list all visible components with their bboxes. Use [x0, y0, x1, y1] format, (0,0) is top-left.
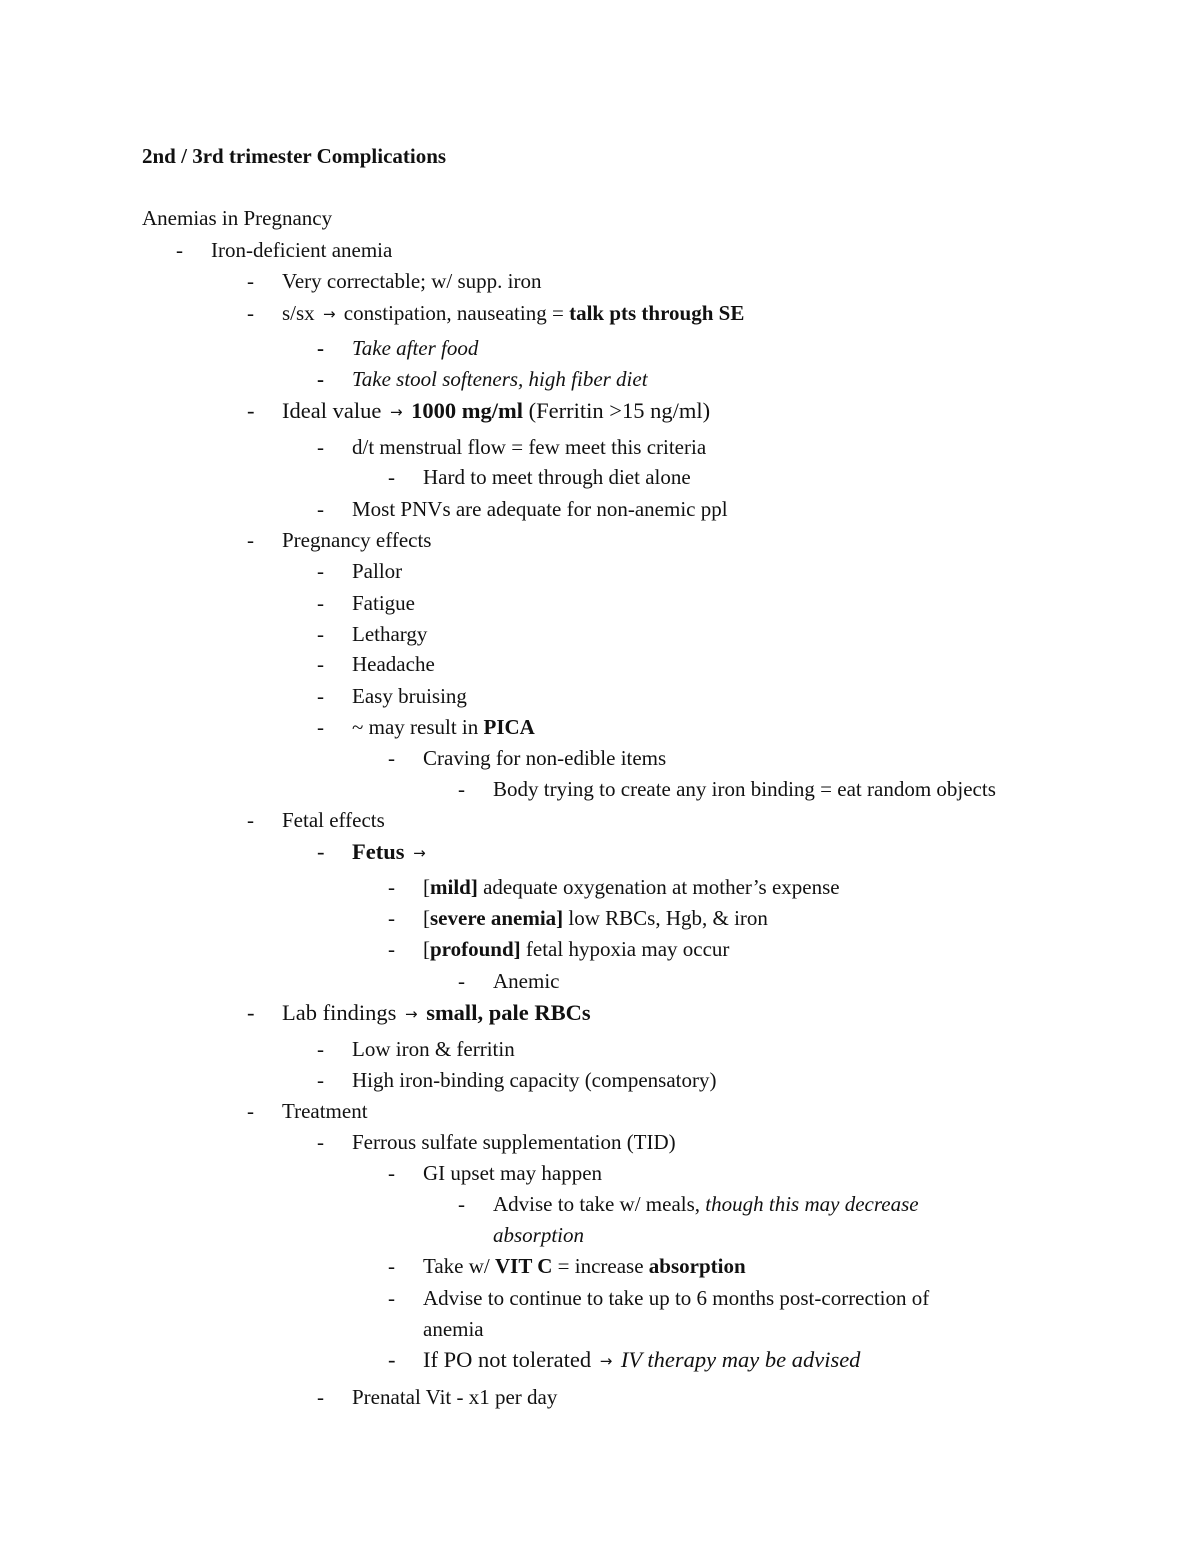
list-item-text	[352, 366, 648, 392]
text-segment: Fatigue	[352, 591, 415, 615]
list-item-text	[423, 464, 691, 490]
text-segment: Take after food	[352, 336, 479, 360]
text-segment: absorption	[648, 1254, 746, 1278]
bullet-dash: -	[247, 301, 254, 325]
list-item-text	[423, 905, 768, 931]
list-item-text	[493, 1222, 584, 1248]
bullet-dash: -	[388, 1161, 395, 1185]
text-segment: IV therapy may be advised	[615, 1347, 861, 1372]
bullet-dash: -	[317, 839, 325, 864]
bullet-dash: -	[176, 238, 183, 262]
bullet-dash: -	[317, 1130, 324, 1154]
page-title: 2nd / 3rd trimester Complications	[142, 144, 447, 168]
list-item-text	[282, 1098, 368, 1124]
bullet-dash: -	[247, 808, 254, 832]
text-segment: absorption	[493, 1223, 585, 1247]
list-item-text	[423, 936, 729, 962]
text-segment: Ferrous sulfate supplementation (TID)	[352, 1130, 676, 1154]
text-segment: adequate oxygenation at mother’s expense	[477, 875, 840, 899]
text-segment: d/t menstrual flow = few meet this criteria	[352, 435, 707, 459]
text-segment: Very correctable; w/ supp. iron	[282, 269, 542, 293]
list-item-text	[352, 839, 429, 867]
bullet-dash: -	[388, 875, 395, 899]
list-item-text	[352, 590, 415, 616]
list-item-text	[282, 1000, 591, 1028]
text-segment: Body trying to create any iron binding = eat random objects	[493, 777, 996, 801]
text-segment: Take stool softeners, high fiber diet	[352, 367, 648, 391]
text-segment: constipation, nauseating =	[338, 301, 570, 325]
list-item-text	[423, 1253, 746, 1279]
bullet-dash: -	[317, 336, 324, 360]
list-item-text	[282, 268, 542, 294]
text-segment: Hard to meet through diet alone	[423, 465, 691, 489]
bullet-dash: -	[317, 1385, 324, 1409]
list-item-text	[282, 527, 431, 553]
text-segment: Pallor	[352, 559, 403, 583]
list-item-text	[211, 237, 392, 263]
text-segment: Fetal effects	[282, 808, 385, 832]
text-segment: [	[423, 875, 430, 899]
text-segment: Advise to continue to take up to 6 months post-correction of	[423, 1286, 930, 1310]
text-segment: Lab findings	[282, 1000, 402, 1025]
text-segment: Treatment	[282, 1099, 368, 1123]
text-segment: talk pts through SE	[569, 301, 745, 325]
text-segment: (Ferritin >15 ng/ml)	[523, 398, 711, 423]
bullet-dash: -	[317, 559, 324, 583]
list-item-text	[352, 714, 535, 740]
bullet-dash: -	[317, 497, 324, 521]
text-segment: Anemic	[493, 969, 560, 993]
list-item-text	[282, 807, 385, 833]
text-segment: Iron-deficient anemia	[211, 238, 393, 262]
list-item-text	[493, 968, 559, 994]
text-segment: GI upset may happen	[423, 1161, 603, 1185]
text-segment: s/sx	[282, 301, 320, 325]
text-segment: ~ may result in	[352, 715, 484, 739]
text-segment: Take w/	[423, 1254, 496, 1278]
text-segment: mild]	[430, 875, 478, 899]
text-segment: [	[423, 937, 430, 961]
list-item-text	[423, 1316, 484, 1342]
bullet-dash: -	[458, 1192, 465, 1216]
list-item-text	[423, 1285, 929, 1311]
list-item-text	[352, 434, 706, 460]
text-segment: low RBCs, Hgb, & iron	[563, 906, 768, 930]
bullet-dash: -	[388, 1347, 396, 1372]
bullet-dash: -	[388, 746, 395, 770]
bullet-dash: -	[388, 465, 395, 489]
text-segment: High iron-binding capacity (compensatory)	[352, 1068, 717, 1092]
bullet-dash: -	[388, 1254, 395, 1278]
bullet-dash: -	[388, 906, 395, 930]
text-segment: Ideal value	[282, 398, 387, 423]
bullet-dash: -	[317, 1037, 324, 1061]
arrow-icon: →	[599, 1352, 613, 1370]
list-item-text	[423, 745, 666, 771]
list-item-text	[352, 558, 402, 584]
bullet-dash: -	[247, 1099, 254, 1123]
arrow-icon: →	[389, 403, 403, 421]
text-segment: though this may decrease	[705, 1192, 919, 1216]
text-segment: If PO not tolerated	[423, 1347, 597, 1372]
bullet-dash: -	[247, 398, 255, 423]
text-segment: profound]	[430, 937, 521, 961]
bullet-dash: -	[247, 1000, 255, 1025]
arrow-icon: →	[322, 305, 336, 323]
list-item-text	[352, 1067, 716, 1093]
list-item-text	[352, 1384, 557, 1410]
text-segment: Most PNVs are adequate for non-anemic ppl	[352, 497, 728, 521]
list-item-text	[423, 874, 840, 900]
list-item-text	[493, 776, 996, 802]
text-segment: small, pale RBCs	[420, 1000, 591, 1025]
text-segment: Craving for non-edible items	[423, 746, 667, 770]
bullet-dash: -	[247, 528, 254, 552]
bullet-dash: -	[388, 1286, 395, 1310]
text-segment: PICA	[483, 715, 535, 739]
list-item-text	[352, 335, 478, 361]
list-item-text	[282, 300, 744, 328]
list-item-text	[352, 1036, 515, 1062]
bullet-dash: -	[317, 367, 324, 391]
text-segment: Fetus	[352, 839, 411, 864]
text-segment: VIT C	[495, 1254, 553, 1278]
text-segment: Pregnancy effects	[282, 528, 432, 552]
list-item-text	[352, 651, 435, 677]
list-item-text	[352, 683, 467, 709]
text-segment: Prenatal Vit - x1 per day	[352, 1385, 558, 1409]
bullet-dash: -	[317, 435, 324, 459]
text-segment: Advise to take w/ meals,	[493, 1192, 706, 1216]
bullet-dash: -	[317, 684, 324, 708]
bullet-dash: -	[317, 591, 324, 615]
text-segment: Headache	[352, 652, 435, 676]
arrow-icon: →	[404, 1005, 418, 1023]
list-item-text	[423, 1347, 860, 1375]
list-item-text	[493, 1191, 919, 1217]
list-item-text	[352, 1129, 676, 1155]
arrow-icon: →	[413, 844, 426, 862]
text-segment: = increase	[552, 1254, 649, 1278]
text-segment: Lethargy	[352, 622, 428, 646]
list-item-text	[423, 1160, 602, 1186]
text-segment: [	[423, 906, 430, 930]
list-item-text	[282, 398, 710, 426]
bullet-dash: -	[247, 269, 254, 293]
bullet-dash: -	[317, 1068, 324, 1092]
text-segment: Easy bruising	[352, 684, 467, 708]
section-heading: Anemias in Pregnancy	[142, 206, 333, 230]
bullet-dash: -	[458, 777, 465, 801]
text-segment: Low iron & ferritin	[352, 1037, 515, 1061]
bullet-dash: -	[317, 622, 324, 646]
list-item-text	[352, 496, 728, 522]
text-segment: 1000 mg/ml	[405, 398, 524, 423]
bullet-dash: -	[317, 652, 324, 676]
list-item-text	[352, 621, 427, 647]
bullet-dash: -	[317, 715, 324, 739]
text-segment: fetal hypoxia may occur	[520, 937, 730, 961]
bullet-dash: -	[388, 937, 395, 961]
bullet-dash: -	[458, 969, 465, 993]
text-segment: anemia	[423, 1317, 484, 1341]
text-segment: severe anemia]	[430, 906, 564, 930]
